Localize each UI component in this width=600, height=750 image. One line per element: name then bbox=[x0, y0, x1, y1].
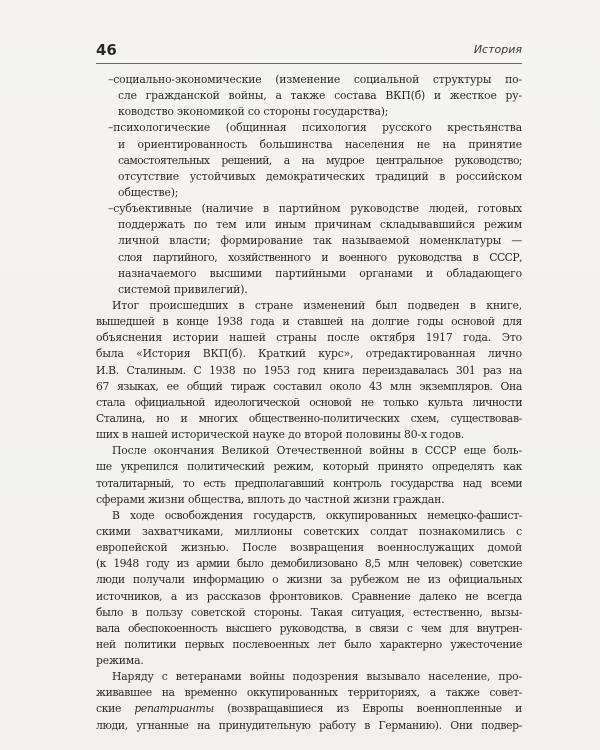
text-line: личной власти; формирование так называемой номенклатуры — bbox=[118, 234, 522, 248]
text-line: вышедшей в конце 1938 года и ставшей на долгие годы основой для bbox=[96, 315, 522, 329]
paragraph bbox=[96, 443, 522, 508]
text-line: вала обеспокоенность высшего руководства, в связи с чем для внутрен- bbox=[96, 621, 522, 635]
text-line: европейской жизнью. После возвращения военнослужащих домой bbox=[96, 541, 522, 555]
text-line: источников, а из рассказов фронтовиков. Сравнение далеко не всегда bbox=[96, 589, 522, 603]
text-line: и ориентированность большинства населения не на принятие bbox=[118, 137, 522, 151]
text-line: поддержать по тем или иным причинам складывавшийся режим bbox=[118, 218, 522, 232]
text-line: Итог происшедших в стране изменений был подведен в книге, bbox=[112, 298, 522, 312]
text-fragment: ские bbox=[96, 702, 135, 716]
text-line: объяснения истории нашей страны после октября 1917 года. Это bbox=[96, 331, 522, 345]
text-line: Сталина, но и многих общественно-политических схем, существовав- bbox=[96, 411, 522, 425]
text-line-with-italic bbox=[96, 701, 522, 717]
paragraph bbox=[96, 298, 522, 443]
italic-term: репатрианты bbox=[134, 702, 214, 716]
text-line: 67 языках, ее общий тираж составил около 43 млн экземпляров. Она bbox=[96, 379, 522, 393]
page-number: 46 bbox=[96, 41, 117, 59]
page-header bbox=[96, 40, 522, 62]
text-line: слоя партийного, хозяйственного и военного руководства в СССР, bbox=[118, 250, 522, 264]
paragraph bbox=[96, 669, 522, 734]
text-line: –психологические (общинная психология русского крестьянства bbox=[108, 121, 522, 135]
text-line: сле гражданской войны, а также состава ВКП(б) и жесткое ру- bbox=[118, 89, 522, 103]
text-line: было в пользу советской стороны. Такая ситуация, естественно, вызы- bbox=[96, 605, 522, 619]
text-line: скими захватчиками, миллионы советских солдат познакомились с bbox=[96, 524, 522, 538]
text-line: Наряду с ветеранами войны подозрения вызывало население, про- bbox=[112, 670, 522, 684]
text-line: ководство экономикой со стороны государства); bbox=[118, 105, 389, 119]
text-line: тоталитарный, то есть предполагавший контроль государства над всеми bbox=[96, 476, 522, 490]
text-line: –субъективные (наличие в партийном руководстве людей, готовых bbox=[108, 202, 522, 216]
text-line: ней политики первых послевоенных лет было характерно ужесточение bbox=[96, 637, 522, 651]
list-item-psychological bbox=[96, 120, 522, 201]
text-line: люди получали информацию о жизни за рубежом не из официальных bbox=[96, 573, 522, 587]
text-line: И.В. Сталиным. С 1938 по 1953 год книга переиздавалась 301 раз на bbox=[96, 363, 522, 377]
text-fragment: (возвращавшиеся из Европы военнопленные и bbox=[213, 702, 522, 716]
text-line: отсутствие устойчивых демократических традиций в российском bbox=[118, 169, 522, 183]
text-line: –социально-экономические (изменение социальной структуры по- bbox=[108, 73, 522, 86]
header-rule bbox=[96, 63, 522, 64]
text-line: люди, угнанные на принудительную работу в Германию). Они подвер- bbox=[96, 718, 522, 732]
text-line: (к 1948 году из армии было демобилизовано 8,5 млн человек) советские bbox=[96, 557, 522, 571]
text-line: режима. bbox=[96, 654, 144, 668]
paragraph bbox=[96, 508, 522, 669]
text-line: сферами жизни общества, вплоть до частной жизни граждан. bbox=[96, 492, 445, 506]
text-line: назначаемого высшими партийными органами и обладающего bbox=[118, 266, 522, 280]
text-line: стала официальной идеологической основой не только культа личности bbox=[96, 395, 522, 409]
running-head: История bbox=[473, 43, 522, 56]
list-item-subjective bbox=[96, 201, 522, 298]
text-line: системой привилегий). bbox=[118, 282, 248, 296]
text-line: самостоятельных решений, а на мудрое центральное руководство; bbox=[118, 153, 522, 167]
text-line: была «История ВКП(б). Краткий курс», отредактированная лично bbox=[96, 347, 522, 361]
text-line: ших в нашей исторической науке до второй половины 80-х годов. bbox=[96, 428, 465, 442]
text-line: В ходе освобождения государств, оккупированных немецко-фашист- bbox=[112, 508, 522, 522]
text-line: ше укрепился политический режим, который принято определять как bbox=[96, 460, 522, 474]
body-text bbox=[96, 72, 522, 734]
text-line: После окончания Великой Отечественной войны в СССР еще боль- bbox=[112, 444, 522, 458]
list-item-socioeconomic bbox=[96, 72, 522, 120]
text-line: обществе); bbox=[118, 185, 179, 199]
text-line: живавшее на временно оккупированных территориях, а также совет- bbox=[96, 686, 522, 700]
